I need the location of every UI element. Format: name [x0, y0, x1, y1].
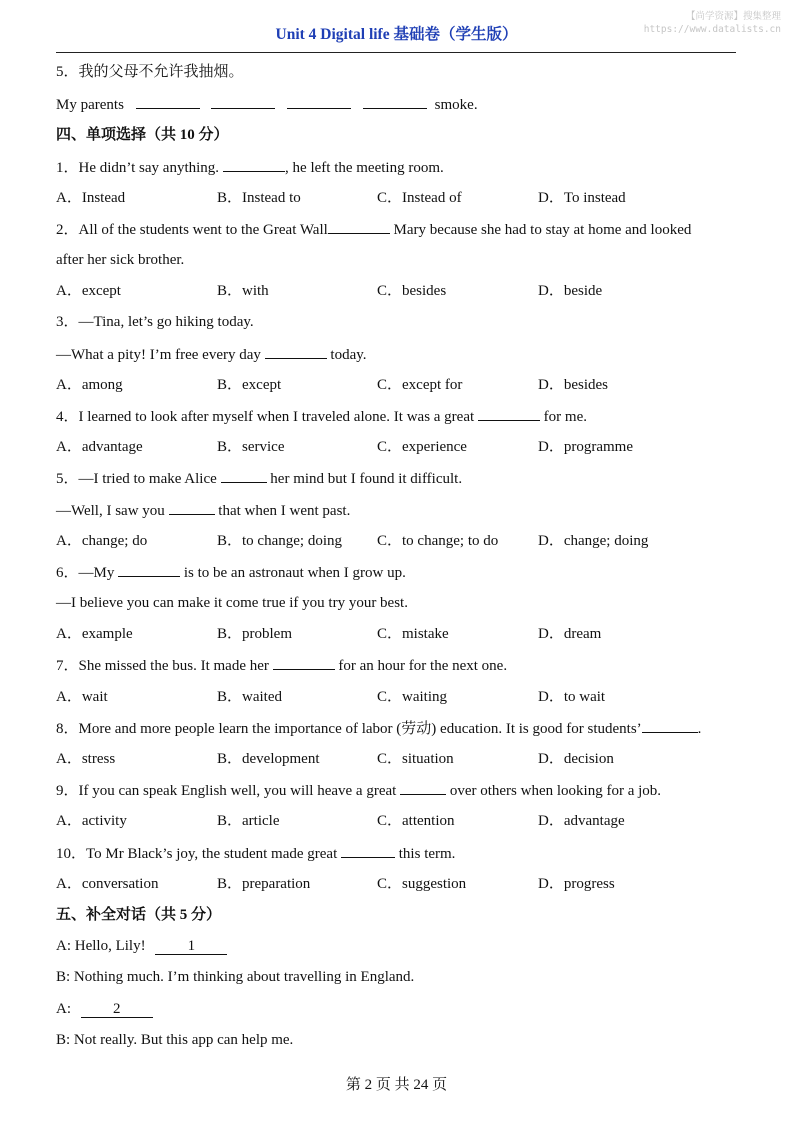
options-q9 [56, 811, 736, 831]
question-text: for me. [543, 409, 587, 425]
question-text: 1．He didn’t say anything. [56, 160, 220, 176]
question-text: is to be an astronaut when I grow up. [183, 565, 406, 581]
question-text: 8．More and more people learn the importance of labor (劳动) education. It is good for students’ [56, 721, 642, 737]
question-5 [56, 468, 462, 489]
option-c[interactable]: C．waiting [377, 689, 447, 705]
question-text: 9．If you can speak English well, you will heave a great [56, 783, 397, 799]
options-q7 [56, 687, 736, 707]
question-text: 5．—I tried to make Alice [56, 471, 217, 487]
option-a[interactable]: A．stress [56, 751, 116, 767]
question-5-cont [56, 500, 350, 521]
answer-blank[interactable] [363, 94, 427, 109]
watermark [644, 10, 781, 36]
question-text: 4．I learned to look after myself when I traveled alone. It was a great [56, 409, 475, 425]
option-d[interactable]: D．beside [538, 283, 603, 299]
option-c[interactable]: C．to change; to do [377, 533, 499, 549]
question-text: her mind but I found it difficult. [270, 471, 463, 487]
question-text: today. [330, 347, 367, 363]
question-text: . [697, 721, 702, 737]
option-b[interactable]: B．with [217, 283, 269, 299]
question-text: this term. [398, 846, 456, 862]
translation-q5-english [56, 94, 478, 115]
question-text: , he left the meeting room. [285, 160, 444, 176]
option-a[interactable]: A．Instead [56, 190, 126, 206]
header-rule [56, 52, 736, 53]
dialogue-blank-1[interactable]: 1 [155, 938, 227, 955]
option-a[interactable]: A．advantage [56, 439, 143, 455]
options-q8 [56, 749, 736, 769]
option-a[interactable]: A．change; do [56, 533, 148, 549]
question-6 [56, 562, 406, 583]
answer-blank[interactable] [118, 562, 180, 577]
option-a[interactable]: A．conversation [56, 876, 159, 892]
option-a[interactable]: A．example [56, 626, 133, 642]
dialogue-text: A: [56, 1001, 71, 1017]
option-b[interactable]: B．preparation [217, 876, 311, 892]
question-1 [56, 157, 444, 178]
option-b[interactable]: B．service [217, 439, 285, 455]
answer-blank[interactable] [328, 219, 390, 234]
answer-blank[interactable] [287, 94, 351, 109]
option-c[interactable]: C．situation [377, 751, 454, 767]
option-b[interactable]: B．except [217, 377, 282, 393]
question-text: 6．—My [56, 565, 115, 581]
answer-blank[interactable] [169, 500, 215, 515]
page-number: 第 2 页 共 24 页 [345, 1077, 448, 1093]
answer-blank[interactable] [136, 94, 200, 109]
answer-blank[interactable] [223, 157, 285, 172]
watermark-line-2: https://www.datalists.cn [643, 24, 781, 35]
question-4 [56, 406, 587, 427]
question-text: 2．All of the students went to the Great Wall [56, 222, 328, 238]
dialogue-line-2: B: Nothing much. I’m thinking about travelling in England. [56, 969, 415, 985]
option-a[interactable]: A．wait [56, 689, 108, 705]
question-text: 7．She missed the bus. It made her [56, 658, 269, 674]
option-b[interactable]: B．to change; doing [217, 533, 342, 549]
answer-blank[interactable] [478, 406, 540, 421]
option-d[interactable]: D．change; doing [538, 533, 649, 549]
options-q1 [56, 188, 736, 208]
option-d[interactable]: D．to wait [538, 689, 606, 705]
option-c[interactable]: C．besides [377, 283, 447, 299]
question-text: over others when looking for a job. [449, 783, 662, 799]
section-title: 五、补全对话（共 5 分） [56, 907, 222, 923]
answer-blank[interactable] [341, 843, 395, 858]
translation-q5-chinese: 5．我的父母不允许我抽烟。 [56, 64, 244, 80]
options-q10 [56, 874, 736, 894]
question-9 [56, 780, 661, 801]
question-10 [56, 843, 455, 864]
option-c[interactable]: C．except for [377, 377, 463, 393]
answer-blank[interactable] [265, 344, 327, 359]
option-c[interactable]: C．Instead of [377, 190, 462, 206]
option-b[interactable]: B．waited [217, 689, 282, 705]
question-2 [56, 219, 691, 240]
question-text: Mary because she had to stay at home and looked [393, 222, 692, 238]
option-d[interactable]: D．dream [538, 626, 602, 642]
option-b[interactable]: B．problem [217, 626, 292, 642]
watermark-line-1: 【尚学资源】搜集整理 [685, 11, 781, 22]
answer-blank[interactable] [400, 780, 446, 795]
question-8 [56, 718, 701, 739]
question-text: —Well, I saw you [56, 503, 165, 519]
option-c[interactable]: C．attention [377, 813, 455, 829]
option-b[interactable]: B．article [217, 813, 280, 829]
option-d[interactable]: D．besides [538, 377, 608, 393]
option-c[interactable]: C．mistake [377, 626, 449, 642]
option-a[interactable]: A．among [56, 377, 123, 393]
answer-blank[interactable] [221, 468, 267, 483]
option-c[interactable]: C．experience [377, 439, 467, 455]
question-3: 3．—Tina, let’s go hiking today. [56, 314, 254, 330]
options-q5 [56, 531, 736, 551]
answer-blank[interactable] [642, 718, 698, 733]
dialogue-line-3 [56, 999, 153, 1019]
options-q6 [56, 624, 736, 644]
option-a[interactable]: A．except [56, 283, 121, 299]
question-text: —What a pity! I’m free every day [56, 347, 261, 363]
dialogue-line-1 [56, 936, 227, 956]
question-text: that when I went past. [218, 503, 351, 519]
option-d[interactable]: D．advantage [538, 813, 625, 829]
header-title: Unit 4 Digital life 基础卷（学生版） [275, 26, 518, 43]
options-q3 [56, 375, 736, 395]
option-d[interactable]: D．programme [538, 439, 633, 455]
options-q2 [56, 281, 736, 301]
question-6-cont: —I believe you can make it come true if you try your best. [56, 595, 408, 611]
answer-blank[interactable] [211, 94, 275, 109]
dialogue-text: A: Hello, Lily! [56, 938, 146, 954]
question-2-cont: after her sick brother. [56, 252, 185, 268]
answer-blank[interactable] [273, 655, 335, 670]
question-text: 10．To Mr Black’s joy, the student made great [56, 846, 338, 862]
question-7 [56, 655, 507, 676]
question-3-cont [56, 344, 367, 365]
option-b[interactable]: B．development [217, 751, 320, 767]
option-d[interactable]: D．decision [538, 751, 614, 767]
option-a[interactable]: A．activity [56, 813, 127, 829]
option-b[interactable]: B．Instead to [217, 190, 301, 206]
text: smoke. [434, 97, 478, 113]
option-d[interactable]: D．progress [538, 876, 615, 892]
section-title: 四、单项选择（共 10 分） [56, 127, 229, 143]
dialogue-blank-2[interactable]: 2 [81, 1001, 153, 1018]
option-c[interactable]: C．suggestion [377, 876, 467, 892]
dialogue-line-4: B: Not really. But this app can help me. [56, 1032, 294, 1048]
question-text: for an hour for the next one. [338, 658, 508, 674]
option-d[interactable]: D．To instead [538, 190, 626, 206]
text: My parents [56, 97, 124, 113]
options-q4 [56, 437, 736, 457]
